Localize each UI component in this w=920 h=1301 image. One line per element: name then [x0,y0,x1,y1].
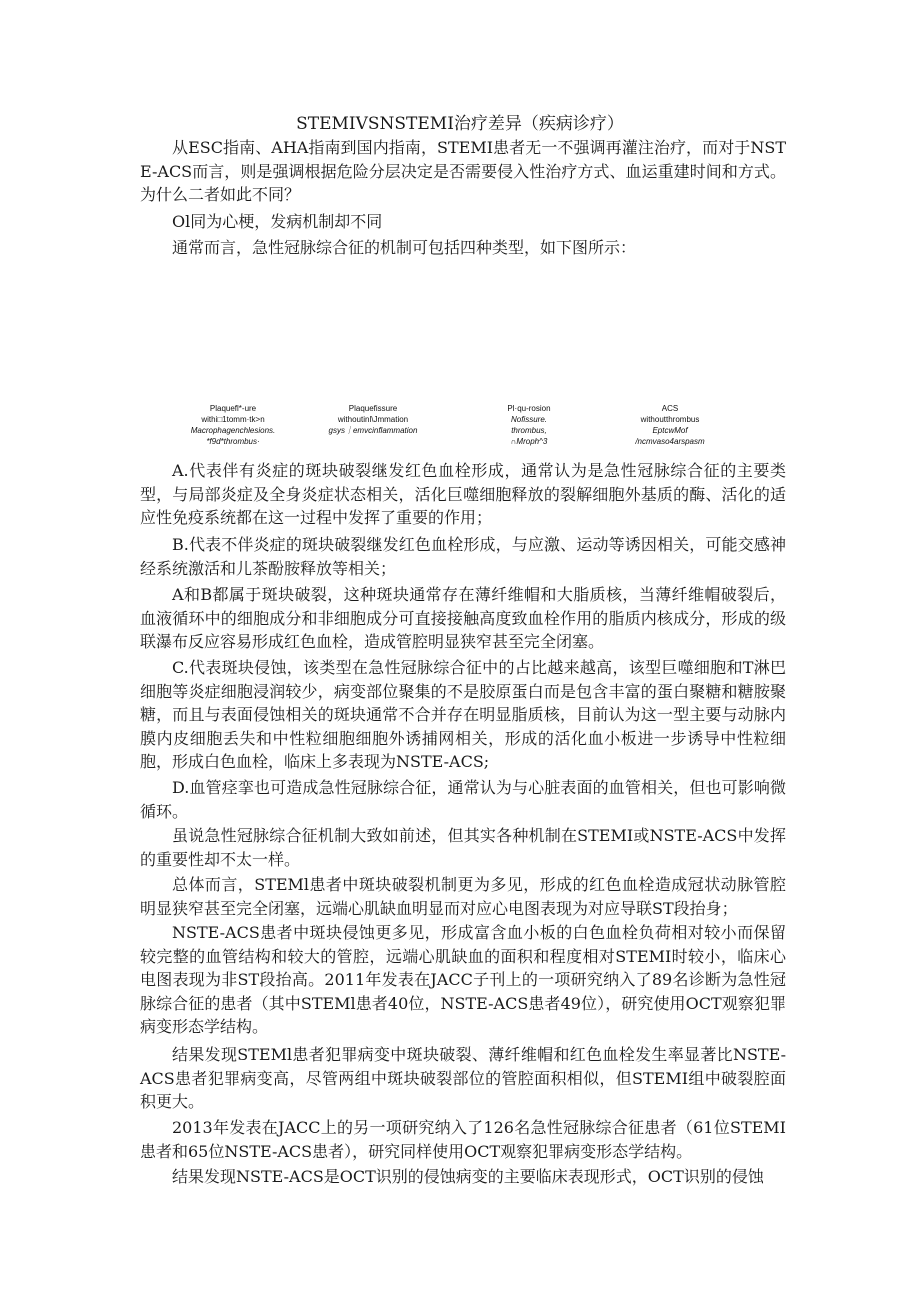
caption-line: thrombus, [511,426,547,435]
caption-line: withi□1tomm·tk>n [201,415,265,424]
caption-line: EptcwMof [652,426,688,435]
caption-line: Plaquefl*-ure [209,404,257,413]
caption-line: Nofissure. [510,415,547,424]
figure-caption-d [590,403,750,447]
caption-line: *f9d*thrombus· [206,437,260,446]
paragraph-mechanism-intro: 通常而言，急性冠脉综合征的机制可包括四种类型，如下图所示： [172,238,637,257]
paragraph-type-a: A.代表伴有炎症的斑块破裂继发红色血栓形成，通常认为是急性冠脉综合征的主要类型，与局部炎症及全身炎症状态相关，活化巨噬细胞释放的裂解细胞外基质的酶、活化的适应性免疫系统都在这一过程中发挥了重要的作用； [140,461,786,527]
paragraph-study-2013: 2013年发表在JACC上的另一项研究纳入了126名急性冠脉综合征患者（61位STEMI患者和65位NSTE-ACS患者），研究同样使用OCT观察犯罪病变形态学结构。 [140,1118,786,1161]
paragraph-type-c: C.代表斑块侵蚀，该类型在急性冠脉综合征中的占比越来越高，该型巨噬细胞和T淋巴细胞等炎症细胞浸润较少，病变部位聚集的不是胶原蛋白而是包含丰富的蛋白聚糖和糖胺聚糖，而且与表面侵蚀相关的斑块通常不合并存在明显脂质核，目前认为这一型主要与动脉内膜内皮细胞丢失和中性粒细胞细胞外诱捕网相关，形成的活化血小板进一步诱导中性粒细胞，形成白色血栓，临床上多表现为NSTE-ACS; [140,658,786,771]
caption-line: ∩Mroph^3 [510,437,548,446]
caption-line: Plaquefissure [348,404,398,413]
figure-caption-c [449,403,609,447]
paragraph-stemi: 总体而言，STEMl患者中斑块破裂机制更为多见，形成的红色血栓造成冠状动脉管腔明显狭窄甚至完全闭塞，远端心肌缺血明显而对应心电图表现为对应导联ST段抬身； [140,875,786,918]
paragraph-type-b: B.代表不伴炎症的斑块破裂继发红色血栓形成，与应激、运动等诱因相关，可能交感神经系统激活和儿茶酚胺释放等相关； [140,535,786,578]
caption-line: gsys｜emvcinflammation [328,426,418,435]
paragraph-results-2013: 结果发现NSTE-ACS是OCT识别的侵蚀病变的主要临床表现形式，OCT识别的侵蚀 [172,1167,764,1186]
section-heading: Ol同为心梗，发病机制却不同 [172,212,383,231]
caption-line: withoutthrombus [640,415,700,424]
paragraph-results-2011: 结果发现STEMl患者犯罪病变中斑块破裂、薄纤维帽和红色血栓发生率显著比NSTE-ACS患者犯罪病变高，尽管两组中斑块破裂部位的管腔面积相似，但STEMI组中破裂腔面积更大。 [140,1045,786,1111]
paragraph-intro: 从ESC指南、AHA指南到国内指南，STEMI患者无一不强调再灌注治疗，而对于NSTE-ACS而言，则是强调根据危险分层决定是否需要侵入性治疗方式、血运重建时间和方式。为什么二者如此不同？ [140,138,786,204]
caption-line: withoutinl\Jmmation [337,415,409,424]
caption-line: Pl·qu-rosion [507,404,551,413]
paragraph-plaque-rupture: A和B都属于斑块破裂，这种斑块通常存在薄纤维帽和大脂质核，当薄纤维帽破裂后，血液循环中的细胞成分和非细胞成分可直接接触高度致血栓作用的脂质内核成分，形成的级联瀑布反应容易形成红色血栓，造成管腔明显狭窄甚至完全闭塞。 [140,585,786,651]
paragraph-mechanism-importance: 虽说急性冠脉综合征机制大致如前述，但其实各种机制在STEMI或NSTE-ACS中发挥的重要性却不太一样。 [140,826,786,869]
caption-line: /ncmvaso4arspasm [635,437,705,446]
page-title: STEMIVSNSTEMI治疗差异（疾病诊疗） [296,114,624,134]
caption-line: ACS [661,404,679,413]
figure-caption-b [293,403,453,436]
paragraph-nste-acs: NSTE-ACS患者中斑块侵蚀更多见，形成富含血小板的白色血栓负荷相对较小而保留较完整的血管结构和较大的管腔，远端心肌缺血的面积和程度相对STEMI时较小，临床心电图表现为非ST段抬高。2011年发表在JACC子刊上的一项研究纳入了89名诊断为急性冠脉综合征的患者（其中STEMl患者40位，NSTE-ACS患者49位），研究使用OCT观察犯罪病变形态学结构。 [140,923,786,1036]
paragraph-type-d: D.血管痉挛也可造成急性冠脉综合征，通常认为与心脏表面的血管相关，但也可影响微循环。 [140,778,786,821]
caption-line: Macrophagenchlesions. [190,426,276,435]
figure-caption-a [153,403,313,447]
